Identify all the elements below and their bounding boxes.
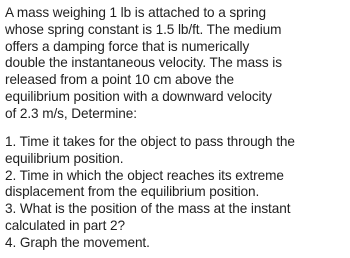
task-line: equilibrium position. xyxy=(5,150,124,166)
task-line: displacement from the equilibrium position. xyxy=(5,184,260,200)
problem-line: double the instantaneous velocity. The mass is xyxy=(5,55,282,71)
problem-line: released from a point 10 cm above the xyxy=(5,72,235,88)
problem-line: offers a damping force that is numerically xyxy=(5,38,250,54)
task-item-3 xyxy=(5,201,347,235)
task-line: 4. Graph the movement. xyxy=(5,234,150,250)
problem-line: A mass weighing 1 lb is attached to a spring xyxy=(5,5,266,20)
task-line: 2. Time in which the object reaches its extreme xyxy=(5,167,284,183)
task-item-1 xyxy=(5,134,347,168)
task-item-2 xyxy=(5,168,347,202)
problem-statement xyxy=(5,5,347,123)
task-line: 1. Time it takes for the object to pass through the xyxy=(5,134,295,149)
problem-line: whose spring constant is 1.5 lb/ft. The medium xyxy=(5,21,282,37)
problem-line: equilibrium position with a downward velocity xyxy=(5,88,272,104)
task-item-4 xyxy=(5,235,347,252)
task-line: calculated in part 2? xyxy=(5,217,125,233)
problem-line: of 2.3 m/s, Determine: xyxy=(5,105,137,121)
task-list xyxy=(5,134,347,252)
task-line: 3. What is the position of the mass at the instant xyxy=(5,201,291,217)
